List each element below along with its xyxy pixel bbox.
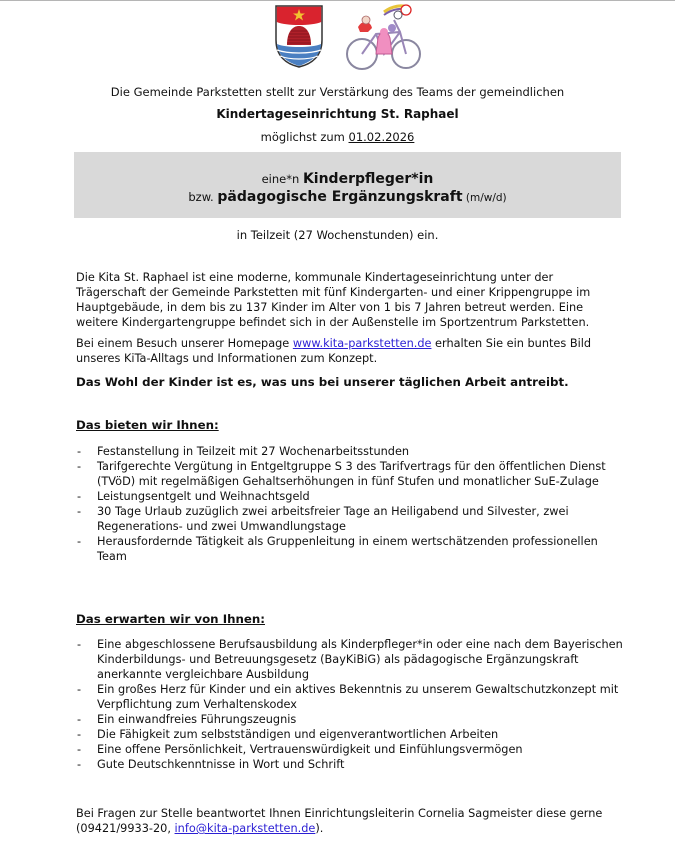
list-item (76, 534, 626, 564)
list-item-text: Ein einwandfreies Führungszeugnis (97, 713, 297, 726)
list-item-text: Eine offene Persönlichkeit, Vertrauenswürdigkeit und Einfühlungsvermögen (97, 743, 523, 756)
start-date: 01.02.2026 (348, 130, 415, 144)
position-title-box (74, 152, 621, 218)
position-line-1 (74, 171, 621, 187)
gender-suffix: (m/w/d) (462, 192, 507, 204)
bullet-dash: - (77, 713, 82, 726)
contact-suffix: ). (315, 822, 324, 835)
bullet-dash: - (77, 683, 82, 696)
offer-heading: Das bieten wir Ihnen: (76, 418, 219, 432)
start-date-line (0, 130, 675, 144)
bullet-dash: - (77, 758, 82, 771)
alt-position-prefix: bzw. (188, 190, 218, 204)
working-hours: in Teilzeit (27 Wochenstunden) ein. (236, 228, 439, 242)
list-item (76, 459, 626, 489)
expect-list (76, 637, 626, 772)
bicycle-drawing-icon (344, 2, 424, 72)
alt-position-title: pädagogische Ergänzungskraft (217, 189, 463, 205)
start-date-prefix: möglichst zum (260, 130, 349, 144)
list-item (76, 444, 626, 459)
contact-email-link[interactable]: info@kita-parkstetten.de (174, 822, 316, 835)
homepage-paragraph (76, 336, 626, 366)
page-top-border (0, 0, 675, 1)
expect-heading: Das erwarten wir von Ihnen: (76, 612, 265, 626)
homepage-prefix: Bei einem Besuch unserer Homepage (76, 337, 293, 350)
institution-name: Kindertageseinrichtung St. Raphael (216, 107, 459, 121)
list-item-text: Eine abgeschlossene Berufsausbildung als Kinderpfleger*in oder eine nach dem Bayerischen Kinderbildungs- und Betreuungsgesetz (BayKiBiG) als pädagogische Ergänzungskraft anerkannte vergleichbare Ausbildung (97, 638, 623, 681)
list-item (76, 489, 626, 504)
position-prefix: eine*n (261, 172, 303, 186)
list-item (76, 712, 626, 727)
list-item-text: Festanstellung in Teilzeit mit 27 Wochenarbeitsstunden (97, 445, 410, 458)
list-item-text: Tarifgerechte Vergütung in Entgeltgruppe S 3 des Tarifvertrags für den öffentlichen Dienst (TVöD) mit regelmäßigen Gehaltserhöhungen in fünf Stufen und monatlicher SuE-Zulage (97, 460, 606, 488)
bullet-dash: - (77, 460, 82, 473)
coat-of-arms-icon (274, 4, 324, 68)
list-item (76, 727, 626, 742)
position-title: Kinderpfleger*in (302, 171, 434, 187)
bullet-dash: - (77, 505, 82, 518)
list-item (76, 504, 626, 534)
list-item-text: 30 Tage Urlaub zuzüglich zwei arbeitsfreier Tage an Heiligabend und Silvester, zwei Regenerations- und zwei Umwandlungstage (97, 505, 569, 533)
list-item (76, 757, 626, 772)
bullet-dash: - (77, 445, 82, 458)
bullet-dash: - (77, 535, 82, 548)
header-logos (272, 2, 432, 70)
list-item (76, 637, 626, 682)
list-item (76, 682, 626, 712)
list-item (76, 742, 626, 757)
contact-paragraph (76, 806, 626, 836)
description-paragraph: Die Kita St. Raphael ist eine moderne, kommunale Kindertageseinrichtung unter der Trägerschaft der Gemeinde Parkstetten mit fünf Kindergarten- und einer Krippengruppe im Hauptgebäude, in dem bis zu 137 Kinder im Alter von 1 bis 7 Jahren betreut werden. Eine weitere Kindergartengruppe befindet sich in der Außenstelle im Sportzentrum Parkstetten. (76, 271, 591, 329)
intro-text: Die Gemeinde Parkstetten stellt zur Verstärkung des Teams der gemeindlichen (110, 85, 565, 99)
motto: Das Wohl der Kinder ist es, was uns bei unserer täglichen Arbeit antreibt. (76, 375, 569, 389)
list-item-text: Gute Deutschkenntnisse in Wort und Schrift (97, 758, 345, 771)
offer-list (76, 444, 626, 564)
position-line-2 (74, 189, 621, 205)
homepage-suffix: erhalten Sie ein buntes Bild unseres KiTa-Alltags und Informationen zum Konzept. (76, 337, 592, 365)
list-item-text: Leistungsentgelt und Weihnachtsgeld (97, 490, 310, 503)
list-item-text: Die Fähigkeit zum selbstständigen und eigenverantwortlichen Arbeiten (97, 728, 499, 741)
bullet-dash: - (77, 638, 82, 651)
homepage-link[interactable]: www.kita-parkstetten.de (292, 337, 432, 350)
bullet-dash: - (77, 490, 82, 503)
list-item-text: Ein großes Herz für Kinder und ein aktives Bekenntnis zu unserem Gewaltschutzkonzept mit Verpflichtung zum Verhaltenskodex (97, 683, 619, 711)
contact-text: Bei Fragen zur Stelle beantwortet Ihnen Einrichtungsleiterin Cornelia Sagmeister diese gerne (09421/9933-20, (76, 807, 603, 835)
bullet-dash: - (77, 743, 82, 756)
bullet-dash: - (77, 728, 82, 741)
list-item-text: Herausfordernde Tätigkeit als Gruppenleitung in einem wertschätzenden professionellen Team (97, 535, 598, 563)
